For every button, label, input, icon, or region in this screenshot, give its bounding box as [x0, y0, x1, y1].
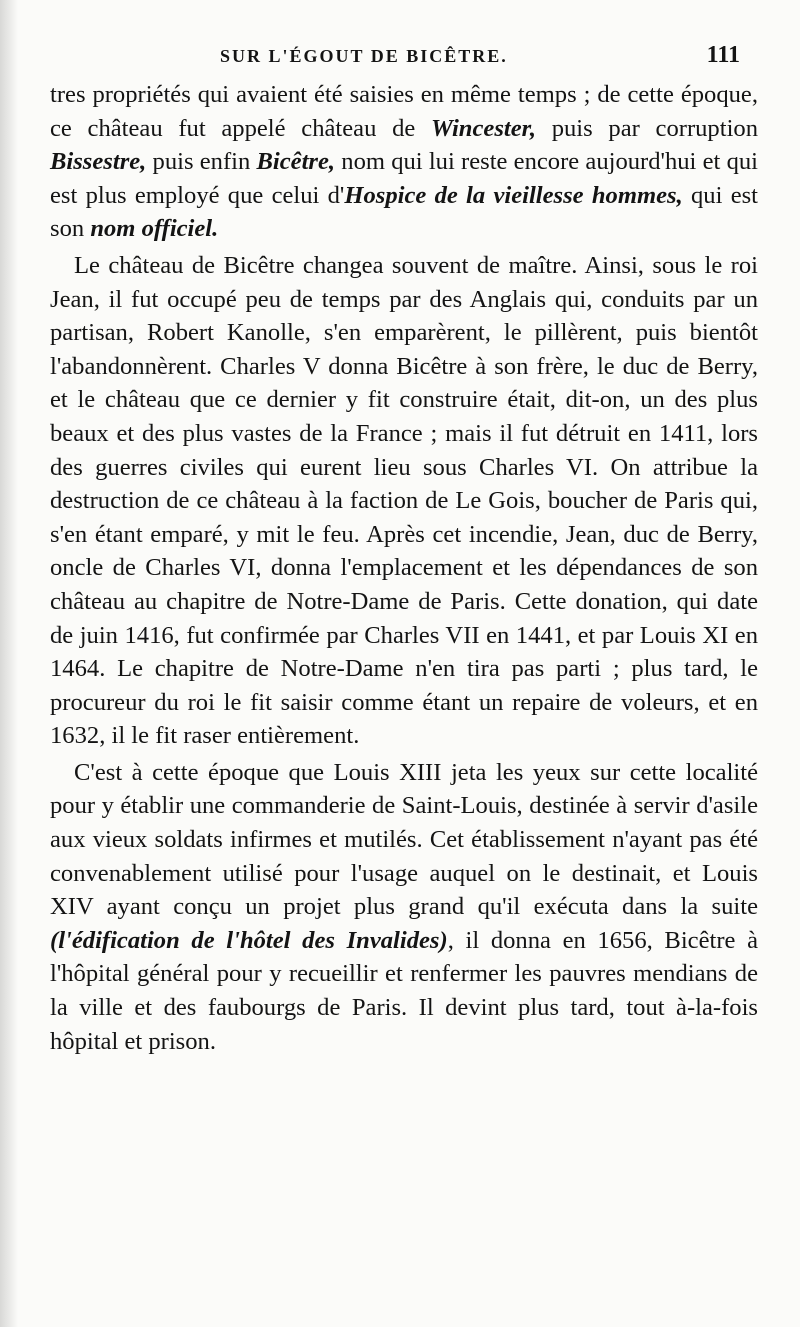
text-run: puis par corruption [536, 114, 758, 142]
page-number: 111 [706, 42, 740, 68]
page-gutter-shadow [0, 0, 18, 1327]
paragraph-1 [50, 78, 758, 246]
emphasis-nom-officiel: nom officiel. [90, 215, 219, 243]
emphasis-bissestre: Bissestre, [50, 148, 147, 176]
text-run: tres propriétés qui avaient été saisies en même temps ; de cette époque, ce château fut appelé château de [50, 81, 758, 142]
text-run: Le château de Bicêtre changea souvent de maître. Ainsi, sous le roi Jean, il fut occupé peu de temps par des Anglais qui, conduits par un partisan, Robert Kanolle, s'en emparèrent, le pillèrent, puis bientôt l'abandonnèrent. Charles V donna Bicêtre à son frère, le duc de Berry, et le château que ce dernier y fit construire était, dit-on, un des plus beaux et des plus vastes de la France ; mais il fut détruit en 1411, lors des guerres civiles qui eurent lieu sous Charles VI. On attribue la destruction de ce château à la faction de Le Gois, boucher de Paris qui, s'en étant emparé, y mit le feu. Après cet incendie, Jean, duc de Berry, oncle de Charles VI, donna l'emplacement et les dépendances de son château au chapitre de Notre-Dame de Paris. Cette donation, qui date de juin 1416, fut confirmée par Charles VII en 1441, et par Louis XI en 1464. Le chapitre de Notre-Dame n'en tira pas parti ; plus tard, le procureur du roi le fit saisir comme étant un repaire de voleurs, et en 1632, il le fit raser entièrement. [50, 251, 758, 750]
emphasis-bicetre: Bicêtre, [256, 148, 336, 176]
emphasis-invalides: (l'édification de l'hôtel des Invalides) [50, 926, 448, 954]
emphasis-hospice: Hospice de la vieillesse hommes, [344, 181, 683, 209]
body-text [50, 78, 758, 1058]
text-run: puis enfin [146, 148, 257, 176]
running-head: SUR L'ÉGOUT DE BICÊTRE. [220, 46, 508, 66]
page-header [220, 38, 740, 78]
text-run: qui est son [50, 181, 759, 243]
paragraph-3 [50, 756, 758, 1058]
emphasis-wincester: Wincester, [431, 114, 536, 142]
text-run: nom qui lui reste encore aujourd'hui et qui est plus employé que celui d' [50, 148, 758, 209]
text-run: , il donna en 1656, Bicêtre à l'hôpital général pour y recueillir et renfermer les pauvres mendians de la ville et des faubourgs de Paris. Il devint plus tard, tout à-la-fois hôpital et prison. [50, 926, 758, 1055]
text-run: C'est à cette époque que Louis XIII jeta les yeux sur cette localité pour y établir une commanderie de Saint-Louis, destinée à servir d'asile aux vieux soldats infirmes et mutilés. Cet établissement n'ayant pas été convenablement utilisé pour l'usage auquel on le destinait, et Louis XIV ayant conçu un projet plus grand qu'il exécuta dans la suite [50, 758, 758, 921]
paragraph-2 [50, 249, 758, 753]
